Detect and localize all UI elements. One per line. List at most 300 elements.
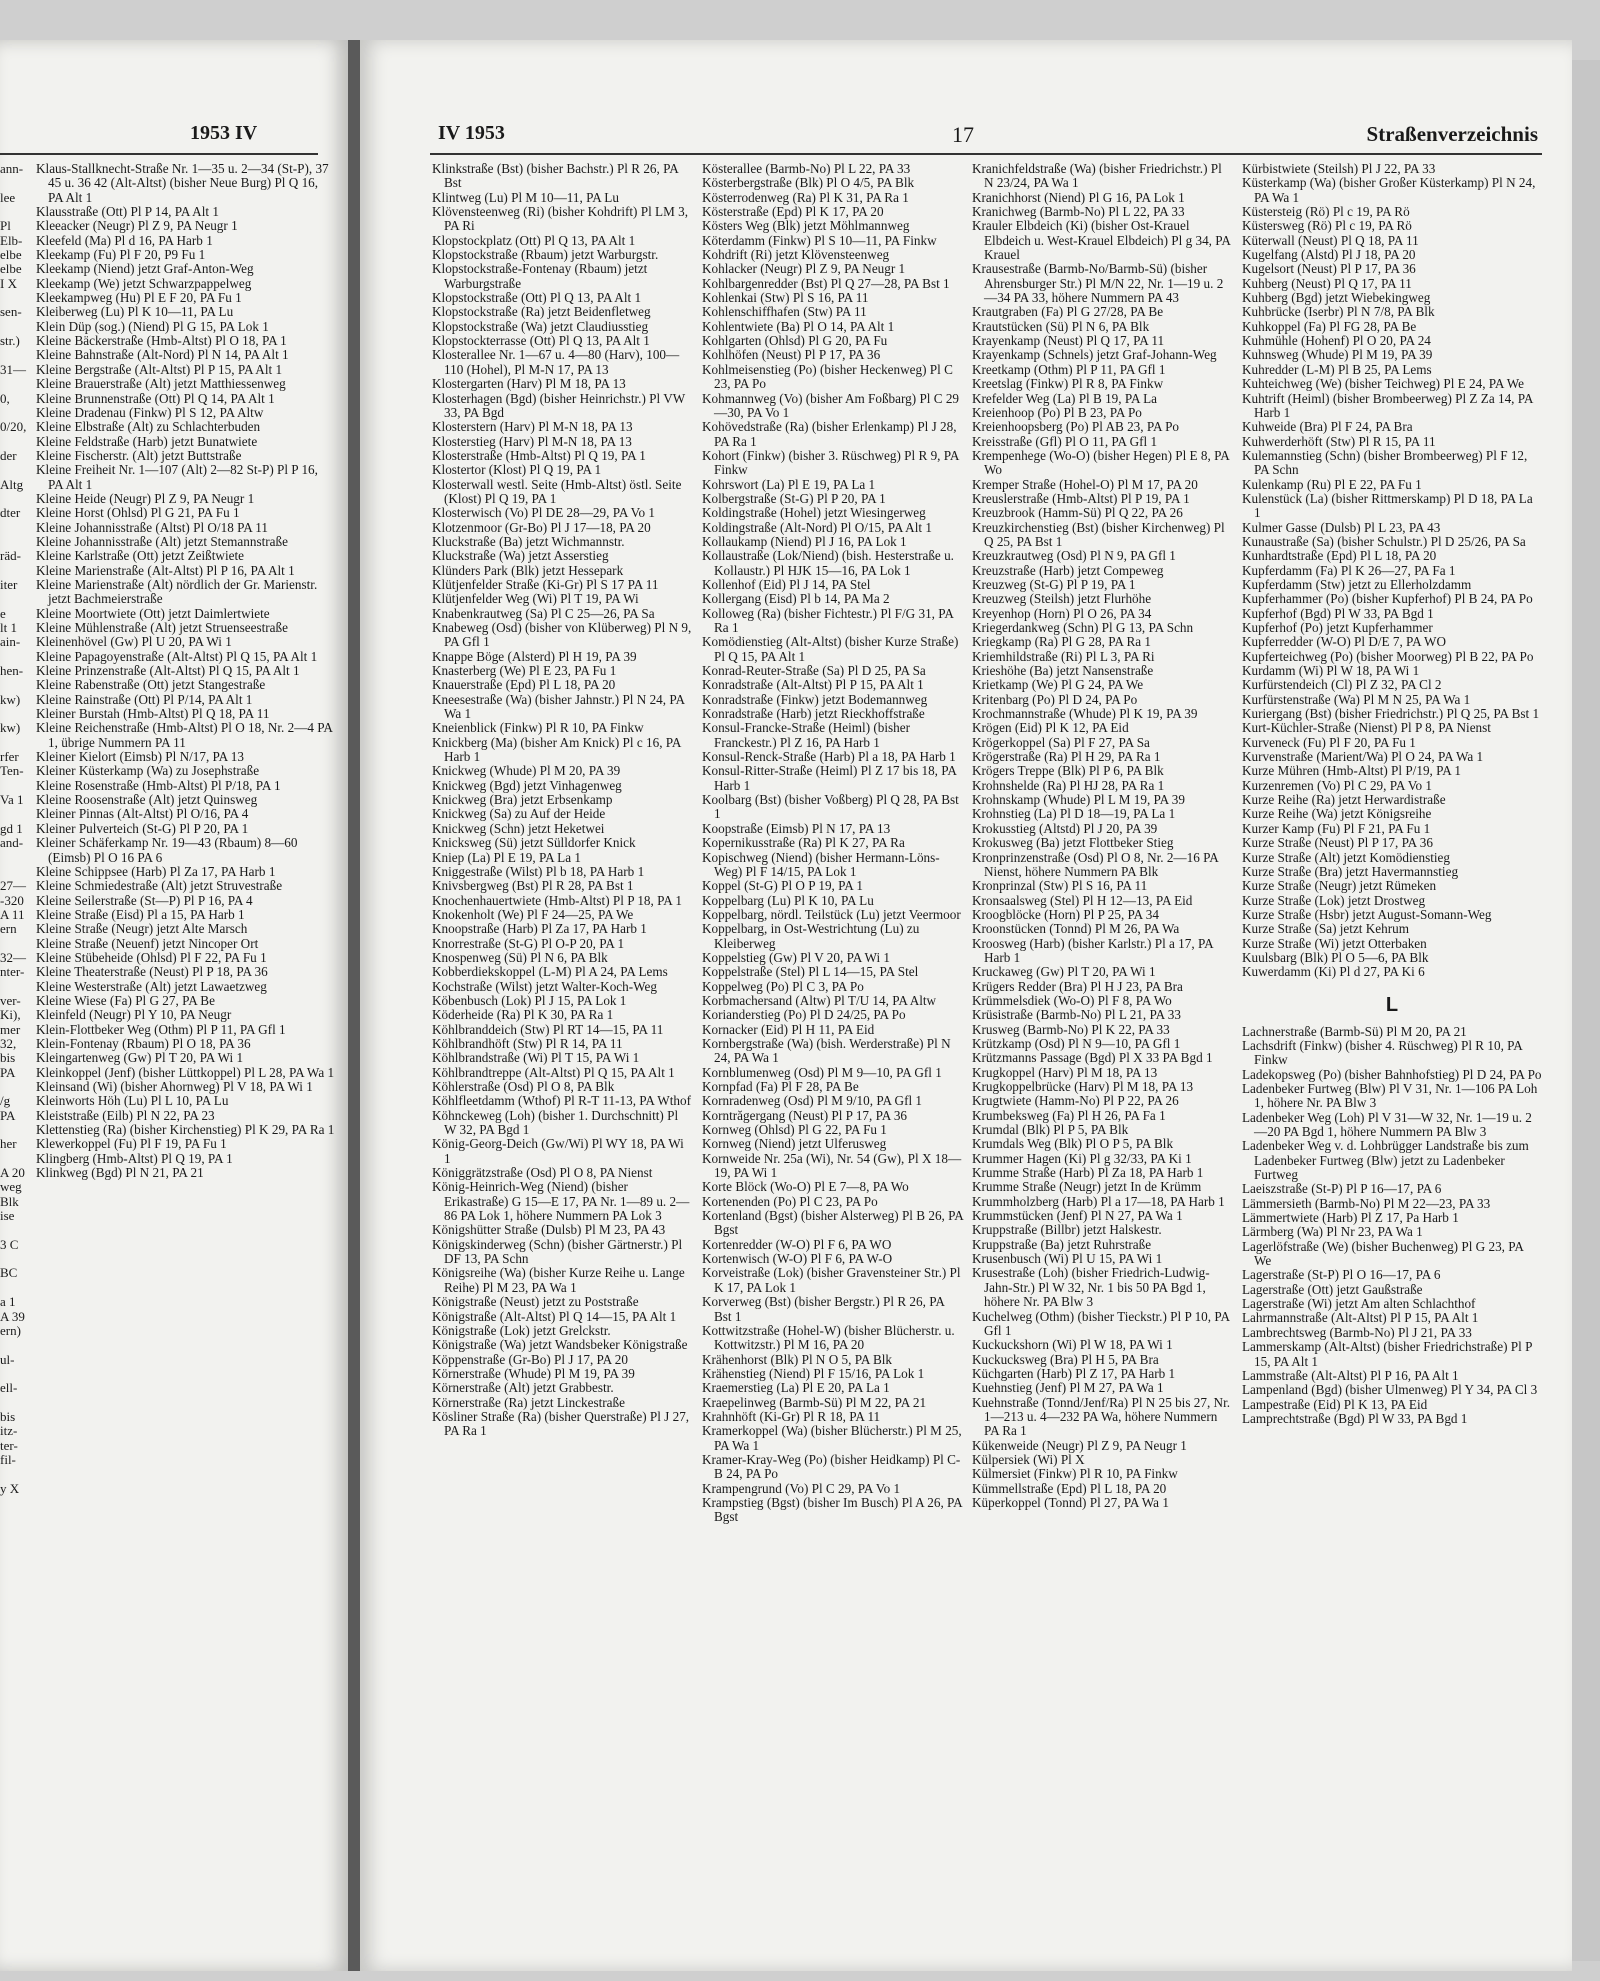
directory-entry: Krausestraße (Barmb-No/Barmb-Sü) (bisher Ahrensburger Str.) Pl M/N 22, Nr. 1—19 u. 2—34 PA 33, höhere Nummern PA 43 bbox=[972, 261, 1224, 306]
street-list bbox=[1242, 1025, 1542, 1427]
directory-entry: Kuchelweg (Othm) (bisher Tieckstr.) Pl P 10, PA Gfl 1 bbox=[972, 1308, 1230, 1338]
directory-entry: Kleine Papagoyenstraße (Alt-Altst) Pl Q 15, PA Alt 1 bbox=[36, 648, 318, 664]
directory-entry bbox=[0, 1367, 30, 1381]
right-page-column-4 bbox=[1242, 162, 1542, 1971]
directory-entry: Klütjenfelder Weg (Wi) Pl T 19, PA Wi bbox=[432, 591, 639, 607]
directory-entry: sen- bbox=[0, 305, 22, 320]
directory-entry: Kulemannstieg (Schn) (bisher Brombeerweg) Pl F 12, PA Schn bbox=[1242, 447, 1528, 478]
directory-entry: Krokusweg (Ba) jetzt Flottbeker Stieg bbox=[972, 835, 1174, 851]
directory-entry: Köderheide (Ra) Pl K 30, PA Ra 1 bbox=[432, 1007, 614, 1023]
directory-entry: elbe bbox=[0, 262, 22, 277]
directory-entry: Kleinworts Höh (Lu) Pl L 10, PA Lu bbox=[36, 1093, 229, 1109]
directory-entry: Kurzer Kamp (Fu) Pl F 21, PA Fu 1 bbox=[1242, 820, 1431, 836]
directory-entry bbox=[0, 1338, 30, 1352]
directory-entry: Köhlbrandtreppe (Alt-Altst) Pl Q 15, PA Alt 1 bbox=[432, 1064, 675, 1080]
directory-entry: Klosterwall westl. Seite (Hmb-Altst) östl. Seite (Klost) Pl Q 19, PA 1 bbox=[432, 476, 682, 506]
directory-entry: Kükenweide (Neugr) Pl Z 9, PA Neugr 1 bbox=[972, 1437, 1187, 1453]
directory-entry: Königstraße (Neust) jetzt zu Poststraße bbox=[432, 1294, 639, 1310]
directory-entry: Kurzenremen (Vo) Pl C 29, PA Vo 1 bbox=[1242, 777, 1433, 793]
directory-entry: Kleinsand (Wi) (bisher Ahornweg) Pl V 18, PA Wi 1 bbox=[36, 1079, 313, 1094]
directory-entry: Lachnerstraße (Barmb-Sü) Pl M 20, PA 21 bbox=[1242, 1023, 1467, 1039]
directory-entry: Krümmelsdiek (Wo-O) Pl F 8, PA Wo bbox=[972, 992, 1172, 1008]
directory-entry: Ladenbeker Weg v. d. Lohbrügger Landstraße bis zum Ladenbeker Furtweg (Blw) jetzt zu Ladenbeker Furtweg bbox=[1242, 1138, 1529, 1183]
directory-entry: Kuhnsweg (Whude) Pl M 19, PA 39 bbox=[1242, 347, 1433, 363]
directory-entry: Korntrăgergang (Neust) Pl P 17, PA 36 bbox=[702, 1107, 908, 1123]
directory-entry: 3 C bbox=[0, 1237, 19, 1252]
directory-entry: Kreetkamp (Othm) Pl P 11, PA Gfl 1 bbox=[972, 361, 1166, 377]
directory-entry bbox=[0, 564, 30, 578]
directory-entry: Krautgraben (Fa) Pl G 27/28, PA Be bbox=[972, 304, 1164, 320]
directory-entry: Kleine Bahnstraße (Alt-Nord) Pl N 14, PA Alt 1 bbox=[36, 347, 289, 363]
directory-entry: Kupferhof (Po) jetzt Kupferhammer bbox=[1242, 620, 1433, 635]
directory-entry: Konsul-Francke-Straße (Heiml) (bisher Franckestr.) Pl Z 16, PA Harb 1 bbox=[702, 720, 911, 750]
directory-entry: Krietkamp (We) Pl G 24, PA We bbox=[972, 677, 1144, 693]
directory-entry: Kugelsort (Neust) Pl P 17, PA 36 bbox=[1242, 261, 1416, 277]
directory-entry: Krummholzberg (Harb) Pl a 17—18, PA Harb 1 bbox=[972, 1193, 1225, 1209]
directory-entry: Klaus-Stallknecht-Straße Nr. 1—35 u. 2—34 (St-P), 37 45 u. 36 42 (Alt-Altst) (bisher Neue Burg) Pl Q 16, PA Alt 1 bbox=[36, 162, 329, 205]
directory-entry bbox=[0, 1281, 30, 1295]
directory-entry: str.) bbox=[0, 334, 20, 349]
directory-entry: Krumdal (Blk) Pl P 5, PA Blk bbox=[972, 1122, 1129, 1138]
directory-entry: Kleine Brauerstraße (Alt) jetzt Matthiessenweg bbox=[36, 376, 286, 392]
directory-entry: Küstersweg (Rö) Pl c 19, PA Rö bbox=[1242, 218, 1412, 234]
directory-entry: Kochstraße (Wilst) jetzt Walter-Koch-Weg bbox=[432, 978, 657, 994]
directory-entry: Knasterberg (We) Pl E 23, PA Fu 1 bbox=[432, 663, 617, 679]
directory-entry bbox=[0, 1252, 30, 1266]
directory-entry bbox=[0, 851, 30, 865]
directory-entry: Lagerlöfstraße (We) (bisher Buchenweg) Pl G 23, PA We bbox=[1242, 1238, 1524, 1269]
right-page-header-left: IV 1953 bbox=[438, 122, 505, 144]
directory-entry: Krummer Hagen (Ki) Pl g 32/33, PA Ki 1 bbox=[972, 1150, 1192, 1166]
book-gutter bbox=[348, 40, 360, 1971]
page-edge bbox=[1572, 60, 1600, 1961]
directory-entry bbox=[0, 521, 30, 535]
directory-entry: Ladenbeker Furtweg (Blw) Pl V 31, Nr. 1—106 PA Loh 1, höhere Nr. PA Blw 3 bbox=[1242, 1080, 1538, 1111]
directory-entry: Kuhkoppel (Fa) Pl FG 28, PA Be bbox=[1242, 318, 1417, 334]
directory-entry: nter- bbox=[0, 965, 25, 980]
directory-entry: Kornweg (Niend) jetzt Ulferusweg bbox=[702, 1136, 887, 1152]
directory-entry: Kupferredder (W-O) Pl D/E 7, PA WO bbox=[1242, 634, 1447, 650]
directory-entry: Lämmersieth (Barmb-No) Pl M 22—23, PA 33 bbox=[1242, 1195, 1491, 1211]
directory-entry: Lachsdrift (Finkw) (bisher 4. Rüschweg) Pl R 10, PA Finkw bbox=[1242, 1037, 1523, 1068]
directory-entry: Krugkoppelbrücke (Harv) Pl M 18, PA 13 bbox=[972, 1079, 1194, 1094]
directory-entry: iter bbox=[0, 577, 18, 592]
directory-entry: Knochenhauertwiete (Hmb-Altst) Pl P 18, PA 1 bbox=[432, 892, 682, 908]
street-list bbox=[702, 162, 964, 1525]
directory-entry: Kornbergstraße (Wa) (bish. Werderstraße) Pl N 24, PA Wa 1 bbox=[702, 1035, 951, 1066]
directory-entry: Kranichweg (Barmb-No) Pl L 22, PA 33 bbox=[972, 204, 1185, 220]
directory-entry: Kronprinzal (Stw) Pl S 16, PA 11 bbox=[972, 878, 1148, 894]
directory-entry: Knickweg (Sa) zu Auf der Heide bbox=[432, 806, 606, 822]
directory-entry: Krugkoppel (Harv) Pl M 18, PA 13 bbox=[972, 1064, 1158, 1080]
directory-entry: dter bbox=[0, 506, 21, 521]
directory-entry: Kösterstraße (Epd) Pl K 17, PA 20 bbox=[702, 204, 884, 220]
directory-entry: Kollaukamp (Niend) Pl J 16, PA Lok 1 bbox=[702, 533, 907, 549]
directory-entry: Kramerkoppel (Wa) (bisher Blücherstr.) Pl M 25, PA Wa 1 bbox=[702, 1423, 962, 1453]
directory-entry: Kleiberweg (Lu) Pl K 10—11, PA Lu bbox=[36, 304, 234, 320]
directory-entry: Kurze Reihe (Ra) jetzt Herwardistraße bbox=[1242, 792, 1446, 808]
directory-entry: Lammstraße (Alt-Altst) Pl P 16, PA Alt 1 bbox=[1242, 1367, 1459, 1383]
directory-entry: Kuhbrücke (Iserbr) Pl N 7/8, PA Blk bbox=[1242, 304, 1435, 320]
directory-entry: ise bbox=[0, 1209, 15, 1224]
directory-entry: Kleine Rabenstraße (Ott) jetzt Stangestraße bbox=[36, 677, 266, 693]
directory-entry: Kugelfang (Alstd) Pl J 18, PA 20 bbox=[1242, 247, 1416, 263]
directory-entry: Köhnckeweg (Loh) (bisher 1. Durchschnitt) Pl W 32, PA Bgd 1 bbox=[432, 1107, 679, 1138]
directory-entry: lee bbox=[0, 190, 16, 205]
directory-entry: Lagerstraße (Ott) jetzt Gaußstraße bbox=[1242, 1281, 1423, 1297]
directory-entry: Knoopstraße (Harb) Pl Za 17, PA Harb 1 bbox=[432, 921, 647, 937]
directory-entry: Kuwerdamm (Ki) Pl d 27, PA Ki 6 bbox=[1242, 964, 1425, 980]
directory-entry bbox=[0, 736, 30, 750]
directory-entry: Kohrswort (La) Pl E 19, PA La 1 bbox=[702, 476, 876, 492]
directory-entry: Krempenhege (Wo-O) (bisher Hegen) Pl E 8, PA Wo bbox=[972, 447, 1230, 478]
left-page-cut-column bbox=[0, 162, 30, 1971]
directory-entry: Kopernikusstraße (Ra) Pl K 27, PA Ra bbox=[702, 835, 905, 851]
directory-entry: Königgrätzstraße (Osd) Pl O 8, PA Nienst bbox=[432, 1165, 653, 1181]
directory-entry: Klein-Fontenay (Rbaum) Pl O 18, PA 36 bbox=[36, 1035, 251, 1051]
directory-entry: Krautstücken (Sü) Pl N 6, PA Blk bbox=[972, 318, 1150, 334]
directory-entry bbox=[0, 176, 30, 190]
directory-entry: bis bbox=[0, 1409, 16, 1424]
directory-entry: Krefelder Weg (La) Pl B 19, PA La bbox=[972, 390, 1157, 406]
directory-entry: Kottwitzstraße (Hohel-W) (bisher Blücherstr. u. Kottwitzstr.) Pl M 16, PA 20 bbox=[702, 1322, 955, 1353]
directory-entry: Klopstockstraße (Wa) jetzt Claudiusstieg bbox=[432, 318, 649, 334]
page-title: Straßenverzeichnis bbox=[1366, 122, 1538, 146]
directory-entry: Kulenstück (La) (bisher Rittmerskamp) Pl D 18, PA La 1 bbox=[1242, 490, 1533, 521]
directory-entry: weg bbox=[0, 1180, 22, 1195]
directory-entry: Krahnhöft (Ki-Gr) Pl R 18, PA 11 bbox=[702, 1408, 881, 1424]
right-page-column-2 bbox=[702, 162, 964, 1971]
directory-entry: Pl bbox=[0, 219, 11, 234]
directory-entry: Kuhteichweg (We) (bisher Teichweg) Pl E 24, PA We bbox=[1242, 376, 1525, 392]
directory-entry: Königskinderweg (Schn) (bisher Gärtnerstr.) Pl DF 13, PA Schn bbox=[432, 1236, 683, 1267]
directory-entry: Kleekampweg (Hu) Pl E F 20, PA Fu 1 bbox=[36, 290, 242, 306]
directory-entry: ell- bbox=[0, 1381, 18, 1396]
directory-entry: Kleine Moortwiete (Ott) jetzt Daimlertwiete bbox=[36, 605, 270, 621]
directory-entry: Krokusstieg (Altstd) Pl J 20, PA 39 bbox=[972, 820, 1158, 836]
directory-entry: Kleiner Schäferkamp Nr. 19—43 (Rbaum) 8—60 (Eimsb) Pl O 16 PA 6 bbox=[36, 835, 298, 865]
directory-entry: Krohnstieg (La) Pl D 18—19, PA La 1 bbox=[972, 806, 1176, 822]
directory-entry: Kreyenhop (Horn) Pl O 26, PA 34 bbox=[972, 605, 1152, 621]
directory-entry bbox=[0, 492, 30, 506]
directory-entry: Kleine Schmiedestraße (Alt) jetzt Struvestraße bbox=[36, 878, 283, 894]
directory-entry: Konradstraße (Finkw) jetzt Bodemannweg bbox=[702, 691, 928, 707]
directory-entry: Körnerstraße (Whude) Pl M 19, PA 39 bbox=[432, 1365, 635, 1381]
directory-entry: Kleine Feldstraße (Harb) jetzt Bunatwiete bbox=[36, 433, 258, 449]
directory-entry: Kurvenstraße (Marient/Wa) Pl O 24, PA Wa 1 bbox=[1242, 749, 1484, 765]
directory-entry: Kohlhöfen (Neust) Pl P 17, PA 36 bbox=[702, 347, 881, 363]
directory-entry: Krumdals Weg (Blk) Pl O P 5, PA Blk bbox=[972, 1136, 1174, 1152]
directory-entry: Klinkstraße (Bst) (bisher Bachstr.) Pl R 26, PA Bst bbox=[432, 162, 679, 191]
directory-entry: Kleinenhövel (Gw) Pl U 20, PA Wi 1 bbox=[36, 634, 232, 650]
directory-entry: Kruppstraße (Ba) jetzt Ruhrstraße bbox=[972, 1236, 1152, 1252]
directory-entry: Kluckstraße (Ba) jetzt Wichmannstr. bbox=[432, 533, 625, 549]
directory-entry: Küstersteig (Rö) Pl c 19, PA Rö bbox=[1242, 204, 1410, 220]
directory-entry: Kreetslag (Finkw) Pl R 8, PA Finkw bbox=[972, 376, 1164, 392]
directory-entry: Knabenkrautweg (Sa) Pl C 25—26, PA Sa bbox=[432, 605, 655, 621]
directory-entry: Kolbergstraße (St-G) Pl P 20, PA 1 bbox=[702, 490, 886, 506]
directory-entry: König-Heinrich-Weg (Niend) (bisher Erikastraße) G 15—E 17, PA Nr. 1—89 u. 2—86 PA Lok 1, höhere Nummern PA Lok 3 bbox=[432, 1179, 690, 1224]
directory-entry: Kurze Straße (Neust) Pl P 17, PA 36 bbox=[1242, 835, 1433, 851]
directory-entry: Kneesestraße (Wa) (bisher Jahnstr.) Pl N 24, PA Wa 1 bbox=[432, 691, 685, 722]
directory-entry: Kronprinzenstraße (Osd) Pl O 8, Nr. 2—16 PA Nienst, höhere Nummern PA Blk bbox=[972, 849, 1219, 879]
directory-entry: Koppelbarg, nördl. Teilstück (Lu) jetzt Veermoor bbox=[702, 906, 961, 922]
directory-entry: Klingberg (Hmb-Altst) Pl Q 19, PA 1 bbox=[36, 1150, 233, 1166]
directory-entry: Köterdamm (Finkw) Pl S 10—11, PA Finkw bbox=[702, 232, 937, 248]
directory-entry: ann- bbox=[0, 162, 24, 176]
directory-entry: Kupferdamm (Stw) jetzt zu Ellerholzdamm bbox=[1242, 576, 1472, 592]
directory-entry: Krüsistraße (Barmb-No) Pl L 21, PA 33 bbox=[972, 1007, 1181, 1023]
directory-entry: Köhlfleetdamm (Wthof) Pl R-T 11-13, PA Wthof bbox=[432, 1093, 691, 1109]
directory-entry: Köhlerstraße (Osd) Pl O 8, PA Blk bbox=[432, 1079, 615, 1094]
directory-entry: Kneienblick (Finkw) Pl R 10, PA Finkw bbox=[432, 720, 644, 736]
directory-entry: Körnerstraße (Ra) jetzt Linckestraße bbox=[432, 1394, 625, 1410]
directory-entry: Kuehnstieg (Jenf) Pl M 27, PA Wa 1 bbox=[972, 1380, 1164, 1396]
section-letter: L bbox=[1385, 993, 1399, 1016]
directory-entry: Kleine Mühlenstraße (Alt) jetzt Struenseestraße bbox=[36, 620, 288, 635]
directory-entry: Klewerkoppel (Fu) Pl F 19, PA Fu 1 bbox=[36, 1136, 227, 1152]
directory-entry bbox=[0, 291, 30, 305]
directory-entry: Kleine Brunnenstraße (Ott) Pl Q 14, PA Alt 1 bbox=[36, 390, 275, 406]
directory-entry: Kunaustraße (Sa) (bisher Schulstr.) Pl D 25/26, PA Sa bbox=[1242, 533, 1526, 549]
directory-entry bbox=[0, 1467, 30, 1481]
directory-entry: Kleine Marienstraße (Alt-Altst) Pl P 16, PA Alt 1 bbox=[36, 562, 295, 578]
directory-entry: Va 1 bbox=[0, 793, 24, 808]
directory-entry: Kleine Wiese (Fa) Pl G 27, PA Be bbox=[36, 992, 215, 1008]
directory-entry: Lampestraße (Eid) Pl K 13, PA Eid bbox=[1242, 1396, 1428, 1412]
directory-entry: Kopischweg (Niend) (bisher Hermann-Löns-Weg) Pl F 14/15, PA Lok 1 bbox=[702, 849, 940, 879]
directory-entry bbox=[0, 592, 30, 606]
directory-entry: Kleiner Burstah (Hmb-Altst) Pl Q 18, PA 11 bbox=[36, 706, 270, 722]
directory-entry: Lärmberg (Wa) Pl Nr 23, PA Wa 1 bbox=[1242, 1224, 1423, 1240]
directory-entry: Kornblumenweg (Osd) Pl M 9—10, PA Gfl 1 bbox=[702, 1064, 942, 1080]
directory-entry: Kleiner Küsterkamp (Wa) zu Josephstraße bbox=[36, 763, 260, 779]
directory-entry: Kohlgarten (Ohlsd) Pl G 20, PA Fu bbox=[702, 333, 888, 349]
directory-entry: Lahrmannstraße (Alt-Altst) Pl P 15, PA Alt 1 bbox=[1242, 1310, 1479, 1326]
directory-entry: Krugtwiete (Hamm-No) Pl P 22, PA 26 bbox=[972, 1093, 1179, 1109]
directory-entry: Koppelbarg (Lu) Pl K 10, PA Lu bbox=[702, 892, 874, 908]
directory-entry: Königstraße (Alt-Altst) Pl Q 14—15, PA Alt 1 bbox=[432, 1308, 677, 1324]
directory-entry: Kleinkoppel (Jenf) (bisher Lüttkoppel) Pl L 28, PA Wa 1 bbox=[36, 1064, 335, 1080]
directory-entry: Kollaustraße (Lok/Niend) (bish. Hesterstraße u. Kollaustr.) Pl HJK 15—16, PA Lok 1 bbox=[702, 548, 954, 578]
directory-entry: 0/20, bbox=[0, 420, 27, 435]
right-page bbox=[360, 40, 1572, 1971]
directory-entry: Köbenbusch (Lok) Pl J 15, PA Lok 1 bbox=[432, 992, 627, 1008]
directory-entry: Kleekamp (We) jetzt Schwarzpappelweg bbox=[36, 275, 252, 291]
directory-entry: Krähenhorst (Blk) Pl N O 5, PA Blk bbox=[702, 1351, 893, 1367]
directory-entry: Koolbarg (Bst) (bisher Voßberg) Pl Q 28, PA Bst 1 bbox=[702, 792, 959, 822]
directory-entry: Kreuzkrautweg (Osd) Pl N 9, PA Gfl 1 bbox=[972, 548, 1176, 564]
directory-entry: Kleine Schippsee (Harb) Pl Za 17, PA Harb 1 bbox=[36, 863, 276, 879]
directory-entry: Kleine Westerstraße (Alt) jetzt Lawaetzweg bbox=[36, 978, 267, 994]
directory-entry: Kulenkamp (Ru) Pl E 22, PA Fu 1 bbox=[1242, 476, 1422, 492]
directory-entry: Kreuzweg (Steilsh) jetzt Flurhöhe bbox=[972, 591, 1152, 607]
directory-entry: Kohlacker (Neugr) Pl Z 9, PA Neugr 1 bbox=[702, 261, 906, 277]
directory-entry: 31— bbox=[0, 362, 26, 377]
directory-entry bbox=[0, 865, 30, 879]
directory-entry: Kroonstücken (Tonnd) Pl M 26, PA Wa bbox=[972, 921, 1180, 937]
directory-entry: Kleiner Pinnas (Alt-Altst) Pl O/16, PA 4 bbox=[36, 806, 249, 822]
directory-entry: Kurfürstenstraße (Wa) Pl M N 25, PA Wa 1 bbox=[1242, 691, 1471, 707]
directory-entry: Kraemerstieg (La) Pl E 20, PA La 1 bbox=[702, 1380, 890, 1396]
directory-entry: Koppelweg (Po) Pl C 3, PA Po bbox=[702, 978, 864, 994]
directory-entry: Klintweg (Lu) Pl M 10—11, PA Lu bbox=[432, 189, 619, 205]
directory-entry: Laeiszstraße (St-P) Pl P 16—17, PA 6 bbox=[1242, 1181, 1442, 1197]
directory-entry: Kleiner Kielort (Eimsb) Pl N/17, PA 13 bbox=[36, 749, 244, 765]
directory-entry bbox=[0, 937, 30, 951]
directory-entry: Kohlenschiffhafen (Stw) PA 11 bbox=[702, 304, 867, 320]
directory-entry: and- bbox=[0, 836, 24, 851]
directory-entry: Kluckstraße (Wa) jetzt Asserstieg bbox=[432, 548, 609, 564]
directory-entry: Krusestraße (Loh) (bisher Friedrich-Ludwig-Jahn-Str.) Pl W 32, Nr. 1 bis 50 PA Bgd 1, höhere Nr. PA Blw 3 bbox=[972, 1265, 1210, 1310]
header-rule bbox=[0, 153, 318, 155]
directory-entry: Kuhberg (Bgd) jetzt Wiebekingweg bbox=[1242, 290, 1431, 306]
directory-entry: Küchgarten (Harb) Pl Z 17, PA Harb 1 bbox=[972, 1365, 1176, 1381]
directory-entry: Kortenredder (W-O) Pl F 6, PA WO bbox=[702, 1236, 892, 1252]
directory-entry: Lagerstraße (St-P) Pl O 16—17, PA 6 bbox=[1242, 1267, 1441, 1283]
directory-entry: Kleine Johannisstraße (Alt) jetzt Stemannstraße bbox=[36, 533, 288, 549]
directory-entry: Korianderstieg (Po) Pl D 24/25, PA Po bbox=[702, 1007, 906, 1023]
directory-entry: Kösliner Straße (Ra) (bisher Querstraße) Pl J 27, PA Ra 1 bbox=[432, 1408, 690, 1439]
directory-entry: Kurveneck (Fu) Pl F 20, PA Fu 1 bbox=[1242, 734, 1416, 750]
directory-entry: rfer bbox=[0, 750, 19, 765]
directory-entry bbox=[0, 1123, 30, 1137]
directory-entry: Konsul-Renck-Straße (Harb) Pl a 18, PA Harb 1 bbox=[702, 749, 956, 765]
directory-entry: Kleine Stübeheide (Ohlsd) Pl F 22, PA Fu 1 bbox=[36, 949, 267, 965]
header-rule bbox=[430, 153, 1542, 155]
directory-entry: Korverweg (Bst) (bisher Bergstr.) Pl R 26, PA Bst 1 bbox=[702, 1294, 945, 1324]
directory-entry: Ladenbeker Weg (Loh) Pl V 31—W 32, Nr. 1—19 u. 2—20 PA Bgd 1, höhere Nummern PA Blw 3 bbox=[1242, 1109, 1532, 1139]
directory-entry: Klein Düp (sog.) (Niend) Pl G 15, PA Lok 1 bbox=[36, 318, 269, 334]
directory-entry: PA bbox=[0, 1065, 16, 1080]
directory-entry bbox=[0, 348, 30, 362]
directory-entry: Kuhredder (L-M) Pl B 25, PA Lems bbox=[1242, 361, 1432, 377]
directory-entry: Köhlbrandstraße (Wi) Pl T 15, PA Wi 1 bbox=[432, 1050, 640, 1066]
directory-entry: Kleiststraße (Eilb) Pl N 22, PA 23 bbox=[36, 1107, 215, 1123]
directory-entry: Korbmachersand (Altw) Pl T/U 14, PA Altw bbox=[702, 992, 937, 1008]
directory-entry: Knappe Böge (Alsterd) Pl H 19, PA 39 bbox=[432, 648, 637, 664]
directory-entry: Külpersiek (Wi) Pl X bbox=[972, 1451, 1085, 1467]
directory-entry: Krützmanns Passage (Bgd) Pl X 33 PA Bgd 1 bbox=[972, 1050, 1213, 1066]
directory-entry bbox=[0, 406, 30, 420]
directory-entry: Kleine Elbstraße (Alt) zu Schlachterbuden bbox=[36, 419, 261, 435]
directory-entry: Krügers Redder (Bra) Pl H J 23, PA Bra bbox=[972, 978, 1183, 994]
directory-entry: Krayenkamp (Schnels) jetzt Graf-Johann-Weg bbox=[972, 347, 1217, 363]
directory-entry: Knicksweg (Sü) jetzt Sülldorfer Knick bbox=[432, 835, 636, 851]
directory-entry: Krähenstieg (Niend) Pl F 15/16, PA Lok 1 bbox=[702, 1365, 925, 1381]
directory-entry: Kohlentwiete (Ba) Pl O 14, PA Alt 1 bbox=[702, 318, 895, 334]
directory-entry: Klosterstieg (Harv) Pl M-N 18, PA 13 bbox=[432, 433, 632, 449]
directory-entry: Kuhberg (Neust) Pl Q 17, PA 11 bbox=[1242, 275, 1412, 291]
directory-entry: Kreienhoopsberg (Po) Pl AB 23, PA Po bbox=[972, 419, 1179, 435]
directory-entry: Kleine Karlstraße (Ott) jetzt Zeißtwiete bbox=[36, 548, 244, 564]
directory-entry: hen- bbox=[0, 664, 24, 679]
directory-entry bbox=[0, 320, 30, 334]
directory-entry: Kleiner Pulverteich (St-G) Pl P 20, PA 1 bbox=[36, 820, 249, 836]
directory-entry bbox=[0, 377, 30, 391]
directory-entry: Krusenbusch (Wi) Pl U 15, PA Wi 1 bbox=[972, 1251, 1163, 1267]
directory-entry: Küperkoppel (Tonnd) Pl 27, PA Wa 1 bbox=[972, 1494, 1169, 1510]
directory-entry: Konrad-Reuter-Straße (Sa) Pl D 25, PA Sa bbox=[702, 663, 926, 679]
directory-entry: Kohdrift (Ri) jetzt Klövensteenweg bbox=[702, 247, 890, 263]
directory-entry: Krumbeksweg (Fa) Pl H 26, PA Fa 1 bbox=[972, 1107, 1166, 1123]
page-number: 17 bbox=[952, 122, 974, 147]
directory-entry bbox=[0, 779, 30, 793]
directory-entry: Königstraße (Wa) jetzt Wandsbeker Königstraße bbox=[432, 1337, 688, 1353]
directory-entry: Kreuzbrook (Hamm-Sü) Pl Q 22, PA 26 bbox=[972, 505, 1183, 521]
directory-entry: Kurze Straße (Alt) jetzt Komödienstieg bbox=[1242, 849, 1451, 865]
directory-entry: Knickberg (Ma) (bisher Am Knick) Pl c 16, PA Harb 1 bbox=[432, 734, 681, 765]
directory-entry: Krampstieg (Bgst) (bisher Im Busch) Pl A 26, PA Bgst bbox=[702, 1494, 962, 1525]
directory-entry: itz- bbox=[0, 1424, 18, 1439]
directory-entry: A 11 bbox=[0, 907, 25, 922]
directory-entry: Lampenland (Bgd) (bisher Ulmenweg) Pl Y 34, PA Cl 3 bbox=[1242, 1382, 1538, 1398]
directory-entry: /g bbox=[0, 1094, 11, 1109]
directory-entry: Körnerstraße (Alt) jetzt Grabbestr. bbox=[432, 1380, 614, 1396]
directory-entry: Kniep (La) Pl E 19, PA La 1 bbox=[432, 849, 581, 865]
directory-entry: Kleekamp (Niend) jetzt Graf-Anton-Weg bbox=[36, 261, 254, 277]
directory-entry: Klütjenfelder Straße (Ki-Gr) Pl S 17 PA 11 bbox=[432, 576, 659, 592]
directory-entry bbox=[0, 1396, 30, 1410]
directory-entry: Koldingstraße (Hohel) jetzt Wiesingerweg bbox=[702, 505, 926, 521]
directory-entry: Lagerstraße (Wi) jetzt Am alten Schlachthof bbox=[1242, 1296, 1476, 1312]
directory-entry: Kuehnstraße (Tonnd/Jenf/Ra) Pl N 25 bis 27, Nr. 1—213 u. 4—232 PA Wa, höhere Nummern PA Ra 1 bbox=[972, 1394, 1231, 1439]
directory-entry: Korte Blöck (Wo-O) Pl E 7—8, PA Wo bbox=[702, 1179, 909, 1195]
directory-entry: Knickweg (Bgd) jetzt Vinhagenweg bbox=[432, 777, 622, 793]
directory-entry: Kürbistwiete (Steilsh) Pl J 22, PA 33 bbox=[1242, 162, 1436, 176]
directory-entry: Kupferdamm (Fa) Pl K 26—27, PA Fa 1 bbox=[1242, 562, 1456, 578]
directory-entry: Küsterkamp (Wa) (bisher Großer Küsterkamp) Pl N 24, PA Wa 1 bbox=[1242, 175, 1536, 205]
directory-entry: Krumme Straße (Harb) Pl Za 18, PA Harb 1 bbox=[972, 1165, 1204, 1181]
directory-entry: lt 1 bbox=[0, 621, 17, 635]
directory-entry: Lämmertwiete (Harb) Pl Z 17, Pa Harb 1 bbox=[1242, 1210, 1459, 1226]
directory-entry: Kleine Rosenstraße (Hmb-Altst) Pl P/18, PA 1 bbox=[36, 777, 281, 793]
directory-entry: Konsul-Ritter-Straße (Heiml) Pl Z 17 bis 18, PA Harb 1 bbox=[702, 763, 957, 793]
directory-entry: ver- bbox=[0, 993, 21, 1008]
directory-entry: Krögerstraße (Ra) Pl H 29, PA Ra 1 bbox=[972, 749, 1161, 765]
directory-entry: Kleine Straße (Eisd) Pl a 15, PA Harb 1 bbox=[36, 906, 245, 922]
directory-entry: Kurze Straße (Hsbr) jetzt August-Somann-Weg bbox=[1242, 906, 1492, 922]
street-list bbox=[432, 162, 692, 1439]
directory-entry: Kleine Straße (Neugr) jetzt Alte Marsch bbox=[36, 921, 248, 937]
directory-entry: Klopstockstraße-Fontenay (Rbaum) jetzt Warburgstraße bbox=[432, 261, 648, 291]
directory-entry: Kramer-Kray-Weg (Po) (bisher Heidkamp) Pl C-B 24, PA Po bbox=[702, 1451, 961, 1482]
directory-entry: ern) bbox=[0, 1323, 21, 1338]
directory-entry: Krögen (Eid) Pl K 12, PA Eid bbox=[972, 720, 1129, 736]
directory-entry: Kruckaweg (Gw) Pl T 20, PA Wi 1 bbox=[972, 964, 1156, 980]
directory-entry: Köppenstraße (Gr-Bo) Pl J 17, PA 20 bbox=[432, 1351, 628, 1367]
directory-entry: Kroogblöcke (Horn) Pl P 25, PA 34 bbox=[972, 906, 1159, 922]
directory-entry: Kleeacker (Neugr) Pl Z 9, PA Neugr 1 bbox=[36, 218, 238, 234]
directory-entry: Kleine Fischerstr. (Alt) jetzt Buttstraße bbox=[36, 447, 242, 463]
directory-entry: kw) bbox=[0, 721, 21, 736]
directory-entry: Knivsbergweg (Bst) Pl R 28, PA Bst 1 bbox=[432, 878, 634, 894]
directory-entry: Klotzenmoor (Gr-Bo) Pl J 17—18, PA 20 bbox=[432, 519, 651, 535]
directory-entry: räd- bbox=[0, 549, 21, 564]
directory-entry: Kremper Straße (Hohel-O) Pl M 17, PA 20 bbox=[972, 476, 1198, 492]
directory-entry: Kurze Straße (Sa) jetzt Kehrum bbox=[1242, 921, 1409, 937]
directory-entry: Kleine Prinzenstraße (Alt-Altst) Pl Q 15, PA Alt 1 bbox=[36, 663, 300, 679]
directory-entry: Koopstraße (Eimsb) Pl N 17, PA 13 bbox=[702, 820, 891, 836]
directory-entry: 32— bbox=[0, 950, 26, 965]
directory-entry: Knabeweg (Osd) (bisher von Klüberweg) Pl N 9, PA Gfl 1 bbox=[432, 620, 692, 650]
directory-entry: Kleine Marienstraße (Alt) nördlich der Gr. Marienstr. jetzt Bachmeierstraße bbox=[36, 576, 318, 607]
directory-entry bbox=[0, 463, 30, 477]
directory-entry: Kornpfad (Fa) Pl F 28, PA Be bbox=[702, 1079, 859, 1094]
directory-entry: Königstraße (Lok) jetzt Grelckstr. bbox=[432, 1322, 611, 1338]
directory-entry: gd 1 bbox=[0, 821, 23, 836]
directory-entry: Klopstockplatz (Ott) Pl Q 13, PA Alt 1 bbox=[432, 232, 636, 248]
